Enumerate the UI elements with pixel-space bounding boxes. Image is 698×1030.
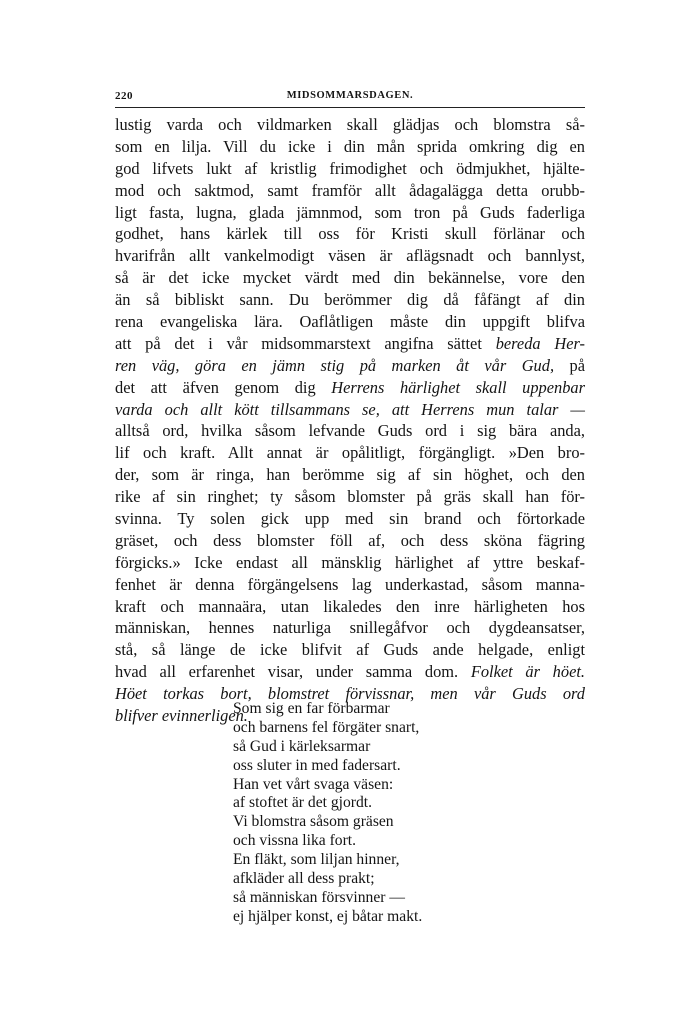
- poem-line: Som sig en far förbarmar: [233, 700, 390, 717]
- body-line-roman: hvad all erfarenhet visar, under samma dom.: [115, 662, 471, 682]
- body-line: som en lilja. Vill du icke i din mån sprida omkring dig en: [115, 136, 585, 156]
- hymn-stanza: [233, 700, 493, 927]
- body-line: varda och allt kött tillsammans se, att Herrens mun talar —: [115, 399, 585, 419]
- body-line: [115, 661, 585, 683]
- body-line: alltså ord, hvilka såsom lefvande Guds ord i sig bära anda,: [115, 421, 585, 441]
- running-head: [115, 90, 585, 106]
- body-line-roman: det att äfven genom dig: [115, 377, 332, 397]
- body-line: kraft och mannaära, utan likaledes den inre härligheten hos: [115, 596, 585, 616]
- body-line: [115, 333, 585, 355]
- body-line-roman: att på det i vår midsommarstext angifna sättet: [115, 333, 496, 353]
- poem-line: En fläkt, som liljan hinner,: [233, 851, 400, 869]
- body-line: god lifvets lukt af kristlig frimodighet och ödmjukhet, hjälte-: [115, 158, 585, 178]
- body-line: svinna. Ty solen gick upp med sin brand och förtorkade: [115, 509, 585, 529]
- body-line: [115, 377, 585, 399]
- body-line: ligt fasta, lugna, glada jämnmod, som tron på Guds faderliga: [115, 202, 585, 222]
- poem-line: och barnens fel förgäter snart,: [233, 718, 420, 736]
- body-line: människan, hennes naturliga snillegåfvor och dygdeansatser,: [115, 618, 585, 638]
- body-line: rena evangeliska lära. Oaflåtligen måste din uppgift blifva: [115, 312, 585, 332]
- body-line-italic: ren väg, göra en jämn stig på marken åt vår Gud,: [115, 355, 555, 375]
- body-line-italic: Herrens härlighet skall uppenbar: [331, 377, 585, 397]
- body-line: lustig varda och vildmarken skall glädjas och blomstra så-: [115, 115, 585, 134]
- header-rule: [115, 107, 585, 108]
- body-line: stå, så länge de icke blifvit af Guds ande helgade, enligt: [115, 640, 585, 660]
- body-line: Höet torkas bort, blomstret förvissnar, men vår Guds ord: [115, 684, 585, 704]
- body-line: blifver evinnerligen.: [115, 706, 248, 726]
- body-line: hvarifrån allt vankelmodigt väsen är aflägsnadt och bannlyst,: [115, 246, 585, 266]
- poem-line: af stoftet är det gjordt.: [233, 794, 372, 812]
- running-title: MIDSOMMARSDAGEN.: [286, 90, 414, 101]
- body-line: mod och saktmod, samt framför allt ådagalägga detta orubb-: [115, 180, 585, 200]
- body-line: [115, 355, 585, 377]
- body-line: godhet, hans kärlek till oss för Kristi skull förlänar och: [115, 224, 585, 244]
- body-line-italic: Folket är höet.: [470, 662, 585, 682]
- poem-line: oss sluter in med fadersart.: [233, 756, 401, 774]
- body-line: förgicks.» Icke endast all mänsklig härlighet af yttre beskaf-: [115, 552, 585, 572]
- body-line: lif och kraft. Allt annat är opålitligt, förgängligt. »Den bro-: [115, 443, 585, 463]
- body-line: rike af sin ringhet; ty såsom blomster på gräs skall han för-: [115, 487, 585, 507]
- body-text: [115, 114, 585, 727]
- body-line-italic: bereda Her-: [495, 333, 586, 353]
- poem-line: så människan försvinner —: [233, 888, 405, 906]
- poem-line: ej hjälper konst, ej båtar makt.: [233, 907, 423, 925]
- page-number: 220: [115, 90, 133, 102]
- body-line-roman: på: [554, 355, 585, 375]
- poem-line: Han vet vårt svaga väsen:: [233, 775, 394, 793]
- body-line: gräset, och dess blomster föll af, och dess sköna fägring: [115, 530, 585, 550]
- poem-line: afkläder all dess prakt;: [233, 870, 375, 888]
- poem-line: Vi blomstra såsom gräsen: [233, 813, 394, 831]
- poem-line: och vissna lika fort.: [233, 832, 356, 850]
- poem-line: så Gud i kärleksarmar: [233, 737, 371, 755]
- body-line: fenhet är denna förgängelsens lag underkastad, såsom manna-: [115, 574, 585, 594]
- body-line: än så bibliskt sann. Du berömmer dig då fåfängt af din: [115, 290, 585, 310]
- body-line: så är det icke mycket värdt med din bekännelse, vore den: [115, 268, 585, 288]
- body-line: der, som är ringa, han berömme sig af sin höghet, och den: [115, 465, 585, 485]
